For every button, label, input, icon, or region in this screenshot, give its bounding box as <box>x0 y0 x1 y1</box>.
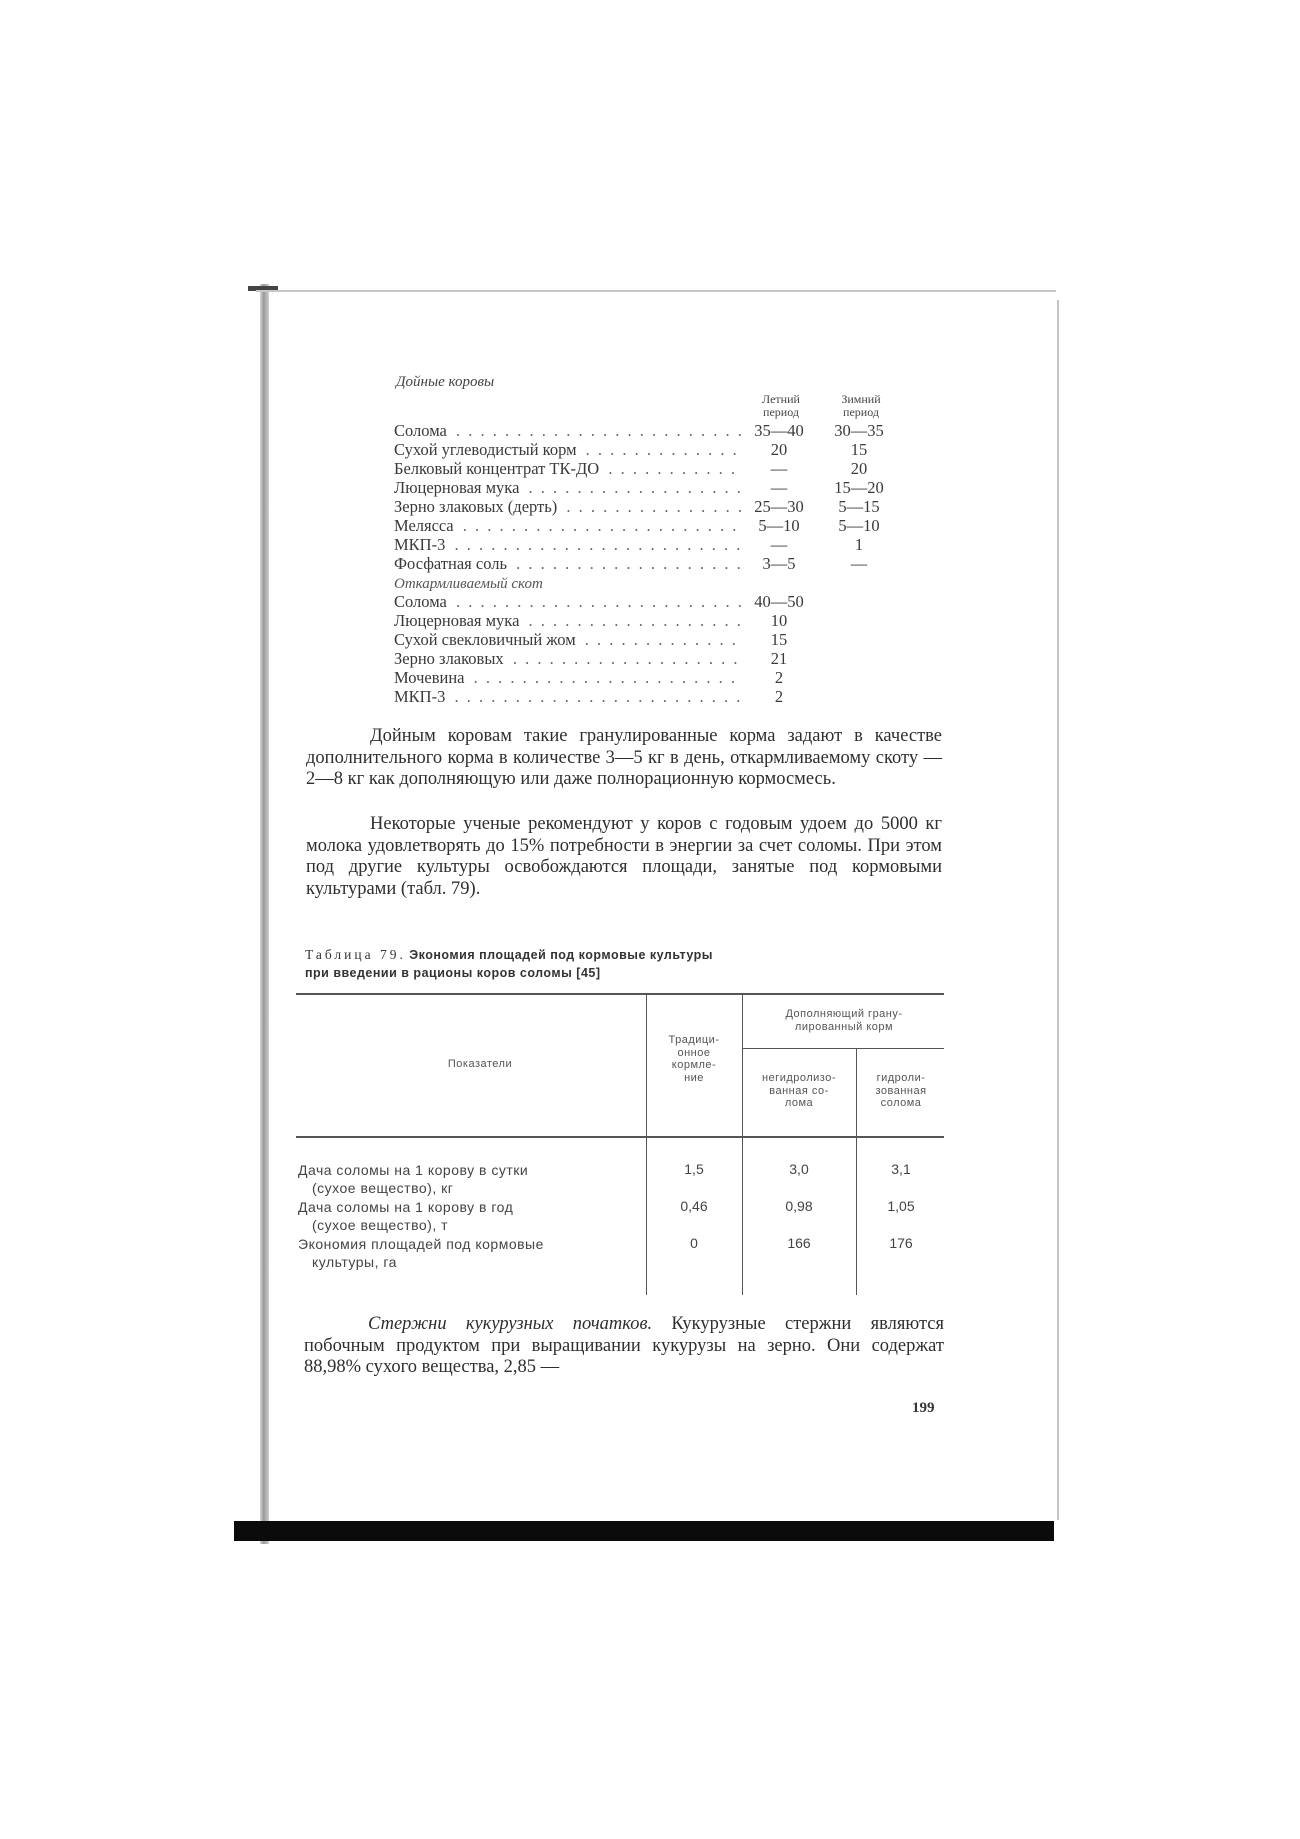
table-top-rule <box>296 993 944 995</box>
winter-period-header: Зимний период <box>841 392 881 419</box>
table-row-label: Дача соломы на 1 корову в год (сухое вещество), т <box>298 1199 514 1233</box>
paragraph-straw-energy: Некоторые ученые рекомендуют у коров с годовым удоем до 5000 кг молока удовлетворять до 15% потребности в энергии за счет соломы. При этом под другие культуры освобождаются площади, занятые под кормовыми культурами (табл. 79). <box>306 814 942 900</box>
cell-hydrolyzed: 3,1 <box>891 1161 911 1177</box>
ration-row: Люцерновая мука . . . 10 <box>394 611 914 630</box>
table-col-divider-3 <box>856 1048 857 1295</box>
cell-traditional: 0,46 <box>680 1198 708 1214</box>
ration-list <box>394 421 914 706</box>
ration-row: МКП-3 . . . — 1 <box>394 535 914 554</box>
ration-row: Солома . . . 40—50 <box>394 592 914 611</box>
scan-right-edge <box>1057 300 1059 1520</box>
summer-period-header: Летний период <box>762 392 800 419</box>
header-hydrolyzed: гидроли- зованная солома <box>875 1072 927 1109</box>
header-indicators: Показатели <box>447 1058 513 1070</box>
cell-traditional: 1,5 <box>684 1161 704 1177</box>
ration-row: Солома . . . 35—40 30—35 <box>394 421 914 440</box>
scan-bottom-bar <box>234 1521 1054 1541</box>
header-traditional: Традици- онное кормле- ние <box>668 1034 720 1084</box>
page-number: 199 <box>912 1400 935 1416</box>
ration-row: Люцерновая мука . . . — 15—20 <box>394 478 914 497</box>
ration-row: Зерно злаковых . . . 21 <box>394 649 914 668</box>
paragraph-corn-cobs: Стержни кукурузных початков. Кукурузные стержни являются побочным продуктом при выращивании кукурузы на зерно. Они содержат 88,98% сухого вещества, 2,85 — <box>304 1314 944 1378</box>
scan-left-edge <box>260 284 269 1544</box>
table-header-rule <box>296 1136 944 1138</box>
ration-row: Сухой свекловичный жом . . . 15 <box>394 630 914 649</box>
paragraph-dairy-feeding: Дойным коровам такие гранулированные корма задают в качестве дополнительного корма в количестве 3—5 кг в день, откармливаемому скоту — 2—8 кг как дополняющую или даже полнорационную кормосмесь. <box>306 726 942 790</box>
header-supplementary: Дополняющий грану- лированный корм <box>785 1008 903 1033</box>
ration-row: Белковый концентрат ТК-ДО . . . — 20 <box>394 459 914 478</box>
table-caption <box>305 946 925 982</box>
table-subheader-rule <box>742 1048 944 1049</box>
group1-title: Дойные коровы <box>396 374 495 390</box>
table-row-label: Дача соломы на 1 корову в сутки (сухое вещество), кг <box>298 1162 529 1196</box>
table-title-line2: при введении в рационы коров соломы [45] <box>305 966 601 980</box>
scan-top-edge <box>256 290 1056 292</box>
group2-title-row <box>394 573 914 592</box>
cell-non-hydrolyzed: 3,0 <box>789 1161 809 1177</box>
table-row-label: Экономия площадей под кормовые культуры, га <box>298 1236 544 1270</box>
table-label: Таблица 79. <box>305 947 406 962</box>
cell-non-hydrolyzed: 166 <box>787 1235 811 1251</box>
ration-row: МКП-3 . . . 2 <box>394 687 914 706</box>
group2-title: Откармливаемый скот <box>394 576 543 592</box>
corn-cobs-heading: Стержни кукурузных початков. <box>368 1314 653 1334</box>
cell-non-hydrolyzed: 0,98 <box>785 1198 813 1214</box>
table-title-line1: Экономия площадей под кормовые культуры <box>409 948 713 962</box>
header-non-hydrolyzed: негидролизо- ванная со- лома <box>761 1072 837 1109</box>
cell-hydrolyzed: 176 <box>889 1235 913 1251</box>
ration-row: Меляссa . . . 5—10 5—10 <box>394 516 914 535</box>
table-col-divider-2 <box>742 995 743 1295</box>
ration-row: Зерно злаковых (дерть) . . . 25—30 5—15 <box>394 497 914 516</box>
ration-row: Мочевина . . . 2 <box>394 668 914 687</box>
table-col-divider-1 <box>646 995 647 1295</box>
cell-hydrolyzed: 1,05 <box>887 1198 915 1214</box>
ration-row: Сухой углеводистый корм . . . 20 15 <box>394 440 914 459</box>
ration-row: Фосфатная соль . . . 3—5 — <box>394 554 914 573</box>
cell-traditional: 0 <box>690 1235 698 1251</box>
